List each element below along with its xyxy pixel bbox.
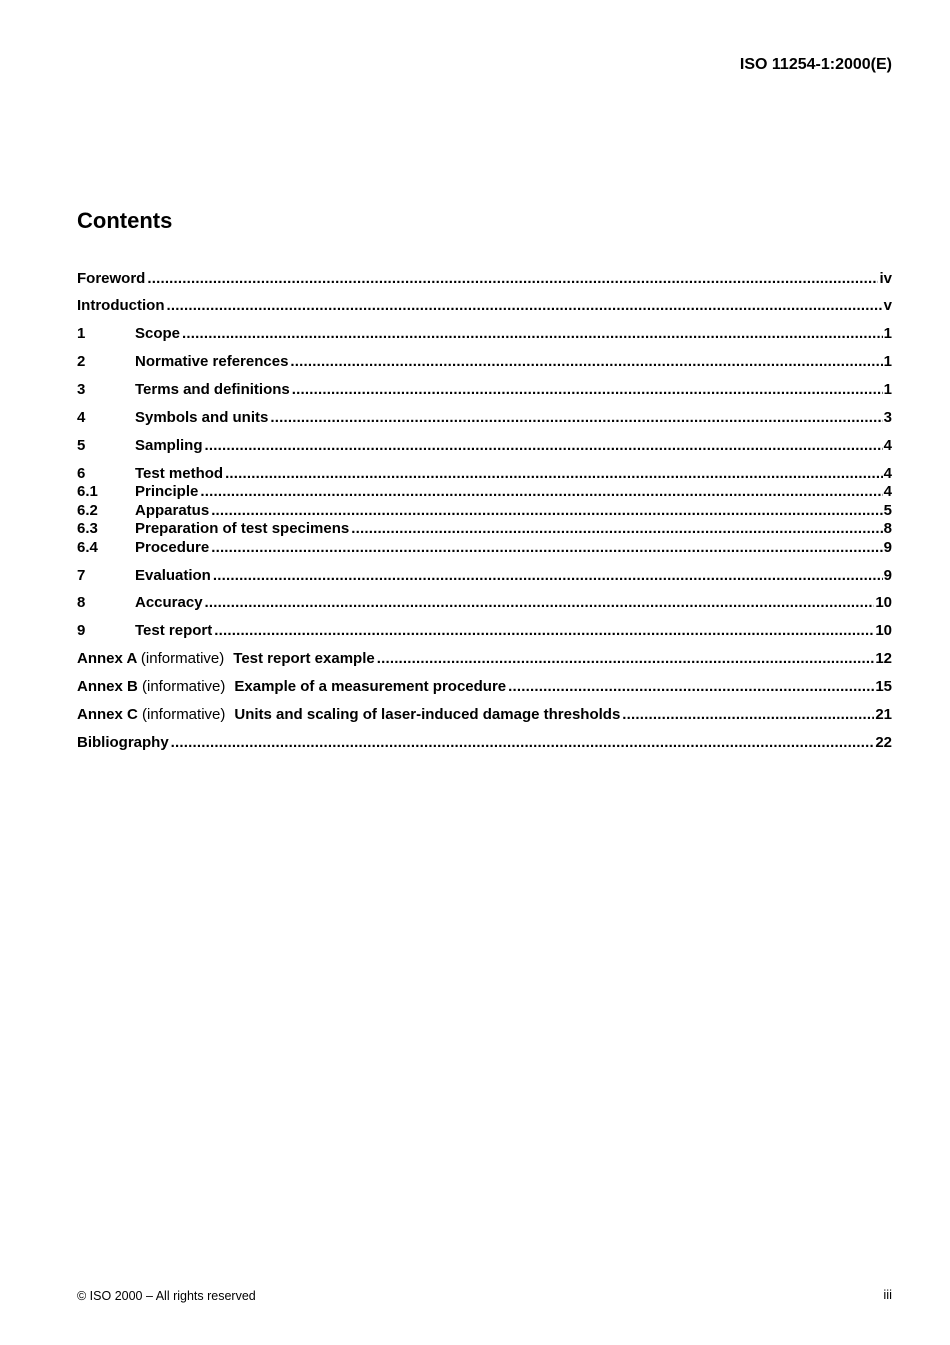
toc-page-number: v	[883, 297, 892, 314]
toc-page-number: 4	[883, 465, 892, 482]
footer-page-number: iii	[883, 1287, 892, 1302]
toc-entry-1[interactable]	[77, 325, 892, 343]
toc-page-number: 12	[875, 650, 892, 667]
table-of-contents	[77, 0, 892, 1345]
toc-entry-number: 4	[77, 409, 86, 426]
toc-entry-title: Bibliography	[77, 734, 169, 751]
toc-entry-title: Test report example	[233, 650, 375, 667]
toc-entry-annex-c[interactable]	[77, 706, 892, 724]
annex-label: Annex A (informative)	[77, 650, 225, 667]
toc-entry-title: Accuracy	[135, 594, 203, 611]
toc-leader	[290, 353, 882, 371]
toc-entry-6-3[interactable]	[77, 520, 892, 538]
toc-leader	[171, 734, 875, 752]
toc-leader	[508, 678, 874, 696]
toc-page-number: 22	[875, 734, 892, 751]
toc-entry-7[interactable]	[77, 567, 892, 585]
toc-entry-title: Scope	[135, 325, 181, 342]
toc-leader	[351, 520, 882, 538]
toc-page-number: iv	[879, 270, 892, 287]
toc-entry-number: 6.3	[77, 520, 98, 537]
toc-entry-title: Introduction	[77, 297, 165, 314]
toc-entry-title: Normative references	[135, 353, 289, 370]
toc-entry-title: Test method	[135, 465, 224, 482]
toc-entry-number: 1	[77, 325, 86, 342]
toc-entry-5[interactable]	[77, 437, 892, 455]
toc-leader	[214, 622, 874, 640]
toc-entry-title: Foreword	[77, 270, 146, 287]
toc-page-number: 1	[883, 353, 892, 370]
toc-page-number: 1	[883, 381, 892, 398]
toc-entry-number: 6.2	[77, 502, 98, 519]
toc-entry-title: Preparation of test specimens	[135, 520, 350, 537]
toc-leader	[211, 502, 882, 520]
toc-page-number: 3	[883, 409, 892, 426]
toc-page-number: 21	[875, 706, 892, 723]
toc-entry-6-2[interactable]	[77, 502, 892, 520]
toc-leader	[622, 706, 874, 724]
toc-entry-bibliography[interactable]	[77, 734, 892, 752]
annex-label: Annex C (informative)	[77, 706, 226, 723]
toc-page-number: 4	[883, 483, 892, 500]
toc-entry-title: Terms and definitions	[135, 381, 290, 398]
toc-leader	[147, 270, 878, 288]
toc-entry-6[interactable]	[77, 465, 892, 483]
toc-entry-6-4[interactable]	[77, 539, 892, 557]
toc-entry-title: Principle	[135, 483, 199, 500]
toc-entry-title: Symbols and units	[135, 409, 269, 426]
footer-copyright: © ISO 2000 – All rights reserved	[77, 1289, 256, 1303]
toc-entry-8[interactable]	[77, 594, 892, 612]
toc-entry-number: 6	[77, 465, 86, 482]
toc-page-number: 5	[883, 502, 892, 519]
toc-leader	[377, 650, 875, 668]
annex-type: (informative)	[142, 678, 226, 695]
toc-entry-annex-b[interactable]	[77, 678, 892, 696]
toc-entry-number: 7	[77, 567, 86, 584]
toc-entry-title: Procedure	[135, 539, 210, 556]
document-id: ISO 11254-1:2000(E)	[739, 56, 892, 73]
toc-entry-title: Apparatus	[135, 502, 210, 519]
toc-leader	[270, 409, 882, 427]
toc-entry-title: Evaluation	[135, 567, 211, 584]
toc-entry-title: Units and scaling of laser-induced damage thresholds	[234, 706, 621, 723]
toc-entry-number: 9	[77, 622, 86, 639]
toc-entry-title: Test report	[135, 622, 213, 639]
toc-leader	[182, 325, 883, 343]
annex-type: (informative)	[142, 706, 226, 723]
toc-entry-number: 6.4	[77, 539, 98, 556]
toc-leader	[211, 539, 882, 557]
toc-entry-introduction[interactable]	[77, 297, 892, 315]
toc-entry-6-1[interactable]	[77, 483, 892, 501]
annex-type: (informative)	[140, 650, 225, 667]
page-title: Contents	[77, 208, 173, 233]
toc-entry-2[interactable]	[77, 353, 892, 371]
toc-entry-9[interactable]	[77, 622, 892, 640]
toc-leader	[292, 381, 883, 399]
toc-entry-title: Example of a measurement procedure	[234, 678, 507, 695]
toc-page-number: 8	[883, 520, 892, 537]
toc-page-number: 9	[883, 567, 892, 584]
toc-page-number: 10	[875, 622, 892, 639]
toc-page-number: 15	[875, 678, 892, 695]
toc-leader	[213, 567, 883, 585]
toc-entry-title: Sampling	[135, 437, 203, 454]
toc-leader	[205, 437, 883, 455]
toc-leader	[205, 594, 875, 612]
toc-leader	[200, 483, 882, 501]
toc-entry-3[interactable]	[77, 381, 892, 399]
annex-label: Annex B (informative)	[77, 678, 226, 695]
toc-entry-number: 3	[77, 381, 86, 398]
toc-entry-number: 2	[77, 353, 86, 370]
toc-entry-number: 8	[77, 594, 86, 611]
toc-entry-number: 6.1	[77, 483, 98, 500]
toc-entry-annex-a[interactable]	[77, 650, 892, 668]
toc-leader	[166, 297, 882, 315]
toc-entry-foreword[interactable]	[77, 270, 892, 288]
toc-page-number: 10	[875, 594, 892, 611]
toc-page-number: 4	[883, 437, 892, 454]
toc-entry-number: 5	[77, 437, 86, 454]
toc-page-number: 9	[883, 539, 892, 556]
toc-leader	[225, 465, 883, 483]
toc-entry-4[interactable]	[77, 409, 892, 427]
toc-page-number: 1	[883, 325, 892, 342]
